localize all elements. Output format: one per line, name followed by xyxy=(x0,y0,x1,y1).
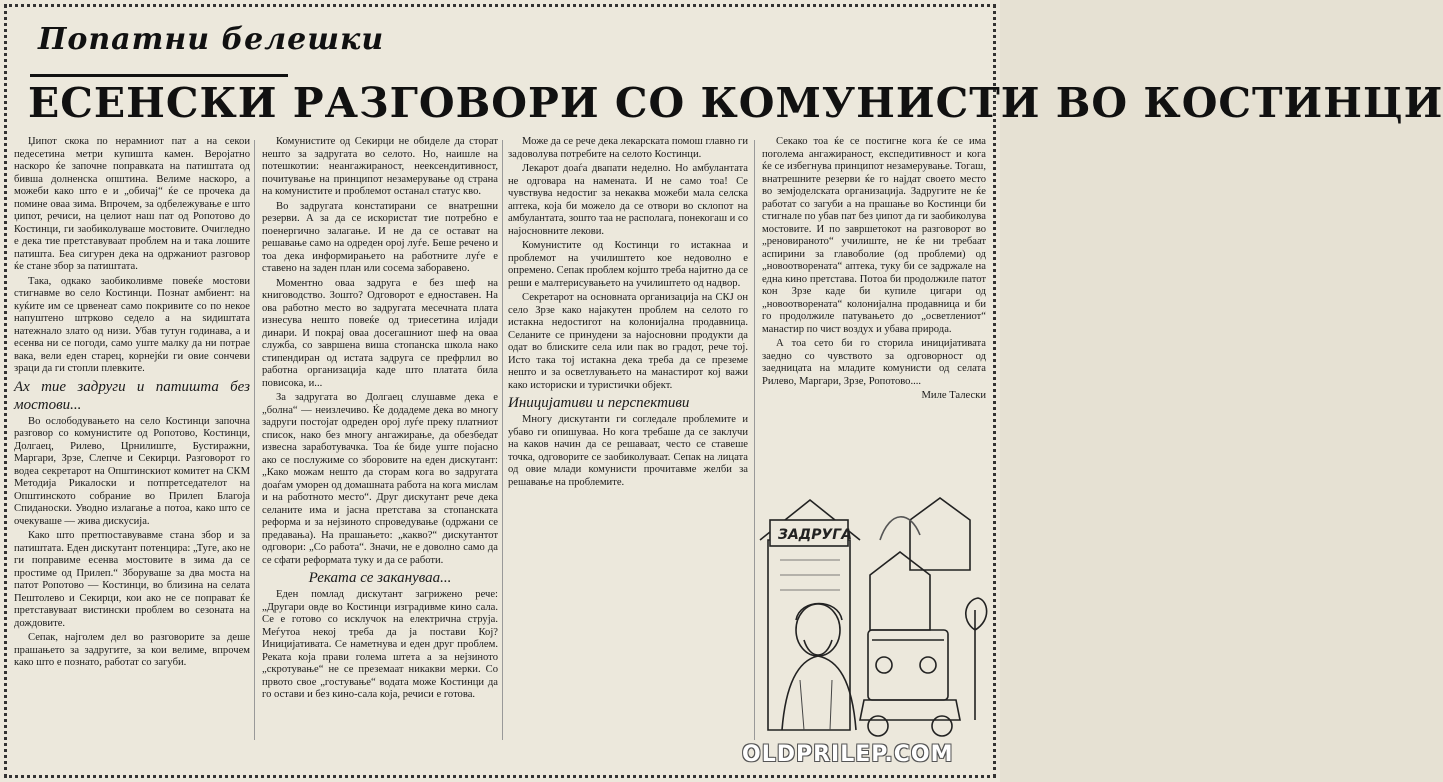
paragraph: Лекарот доаѓа двапати неделно. Но амбулантата не одговара на намената. И не само тоа! Се чувствува недостиг за некаква можеби мала селска аптека, која би можело да се отвори во склопот на амбулантата, зошто таа не располага, понекогаш и со најосновните лекови. xyxy=(508,163,748,237)
rubric-underline xyxy=(30,74,288,77)
paragraph: Сепак, најголем дел во разговорите за деше прашањето за задругите, за кои велиме, впрочем како што е познато, работат со загуби. xyxy=(14,632,250,668)
paragraph: Џипот скока по нерамниот пат а на секои педесетина метри купиштa камен. Веројатно наскоро ќе започне поправката на патиштата од бившa долненска општина. Велиме наскоро, а можеби како што е и „обичај“ ќе се прочека да помине оваа зима. Впрочем, за одбележување е што џипот, речиси, на целиот наш пат од Ропотово до Костинци, ги заобиколуваше мостовите. Очигледно е дека тие претставуваат проблем на и така лошите патишта. Беа сигурен дека на одржаниот разговор ќе стане збор за патиштата. xyxy=(14,136,250,272)
paragraph: Комунистите од Секирци не обиделе да сторат нешто за задругата во селото. Но, наишле на потешкотии: неангажираност, неексендитивност, почитување на принципот незамерување од страна на комунистите и проблемот останал статус кво. xyxy=(262,136,498,197)
paragraph: Во задругата констатирани се внатрешни резерви. А за да се искористат тие потребно е поенергично залагање. И не да се остават на решавање само на одреден орој луѓе. Беше речено и тоа дека информирањето на работните луѓе е ставено на заден план или сосема заборавено. xyxy=(262,200,498,274)
column-divider xyxy=(254,140,255,740)
site-watermark: OLDPRILEP.COM xyxy=(742,742,954,767)
paragraph: Така, одкако заобиколивме повеќе мостови стигнавме во село Костинци. Познат амбиент: на куќите им се црвенеат само покривите со по некое напуштено штрково седело а на ѕидиштата натежнало злато од низи. Убав тутун годинава, а и есенва ни се погоди, само уште малку да ни потрае вака, вели еден старец, корнејќи ги овие сончеви зраци да ги стопли плевките. xyxy=(14,275,250,374)
paragraph: Многу дискутанти ги согледале проблемите и убаво ги опишуваа. Но кога требаше да се заклучи на каков начин да се решаваат, често се ставеше точка, одговорите се заобиколуваат. Сепак на лицата од овие млади комунисти прочитавме желби за решавање на проблемите. xyxy=(508,414,748,488)
subheading-cooperatives: Реката се закануваa... xyxy=(308,570,452,586)
article-headline: ЕСЕНСКИ РАЗГОВОРИ СО КОМУНИСТИ ВО КОСТИНЦИ xyxy=(28,79,1443,127)
paragraph: Во ослободувањето на село Костинци започна разговор со комунистите од Ропотово, Костинци, Долгаец, Рилево, Црнилиште, Бустиражни, Маргари, Зрзе, Слепче и Секирци. Разговорот го водеа секретарот на Општинскиот комитет на СКМ Методија Рикалоски и потпретседателот на Општинското собрание во Прилеп Благоја Спиданоски. Уводно излагање а потоа, како што се очекуваше — жива дискусија. xyxy=(14,415,250,527)
column-divider xyxy=(754,140,755,740)
shop-sign-text: ЗАДРУГА xyxy=(778,527,853,543)
column-divider xyxy=(502,140,503,740)
paragraph: А тоа сето би го сторила иницијативата заедно со чувството за одговорност од заедницата на младите комунисти од селата Рилево, Маргари, Зрзе, Ропотово.... xyxy=(762,338,986,387)
paragraph: Моментно оваа задруга е без шеф на книговодство. Зошто? Одговорот е едноставен. На ова работно место во задругата месечната плата изнесува нешто повеќе од триесетина илјади динари. И покрај оваа досегашниот шеф на оваа служба, со завршена виша стопанска школа нако стипендиран од истата задруга се префрлил во работна организација каде што платата била повисока, и... xyxy=(262,277,498,389)
subheading-initiatives: Иницијативи и перспективи xyxy=(508,395,690,411)
article-column-1 xyxy=(14,136,250,756)
subheading-roads: Ах тие задруги и патишта без мостови... xyxy=(14,378,250,413)
paragraph: Секако тоа ќе се постигне кога ќе се има поголема ангажираност, експедитивност и кога ќе се избегнува принципот незамерување. Тогаш, внатрешните резерви ќе го најдат своето место во земјоделската организација. Задругите не ќе работат со загуби а на прашање во Костинци би стигнале по убав пат без џипот да ги заобиколува мостовите. И по завршетокот на разговорот во „реновираното“ училиште, не ќе ни требаат аспирини за главоболие (од проблеми) од „новоотворената“ аптека, туку би се задржале на една кино претставa. Потоа би продолжиле патот кон Зрзе каде би купиле цигари од „новоотворената“ колонијална продавница и би го продолжиле патувањето до „осветлениот“ манастир по чист воздух и убава природа. xyxy=(762,136,986,335)
article-column-3 xyxy=(508,136,748,756)
paragraph: Комунистите од Костинци го истакнаа и проблемот на училиштето кое недоволно е опремено. Сепак проблем којшто треба најитно да се реши е малтерисувањето на училиштето од надвор. xyxy=(508,240,748,289)
paragraph: За задругата во Долгаец слушавме дека е „болна“ — неизлечиво. Ќе додадеме дека во многу задруги постојат одреден орој луѓе преку платниот список, нако без многу ангажирање, да обезбедат извесна заработувачка. Тоа ќе биде уште појасно ако се послужиме со зборовите на еден дискутант: „Како можам нешто да сторам кога во задругата доаѓам уморен од домашната работа на кога мислам и на работното место“. Друг дискутант рече дека селаните има и јасна претстава за стопанската реформа и за нејзиното спроведување (одржани се предавања). На прашањето: „какво?“ дискутантот одговори: „Со работа“. Значи, не е доволно само да се сфати реформата туку и да се работи. xyxy=(262,392,498,566)
cartoon-illustration xyxy=(760,480,992,742)
author-signature: Миле Талески xyxy=(921,390,986,401)
paragraph: Еден помлад дискутант загрижено рече: „Другари овде во Костинци изградивме кино сала. Се е готово со исклучок на електрична струја. Меѓутоа некој треба да ја постави Кој? Иницијативата. Се наметнува и еден друг проблем. Реката која прави голема штета а за нејзиното „скротување“ не се преземаат никакви мерки. Со првото свое „гостување“ водата може Костинци да го остави и без кино-сала која, речиси е готова. xyxy=(262,589,498,700)
section-rubric: Попатни белешки xyxy=(38,22,385,57)
paragraph: Секретарот на основната организација на СКЈ он село Зрзе како најакутен проблем на селото го истакна недостигот на колонијална продавница. Селаните се принудени за најосновни продукти да одат во блиските села или пак во градот, рече тој. Исто така тој истакна дека треба да се преземе нешто и за осветлувањето на манастирот кој важи како историски и туристички објект. xyxy=(508,292,748,391)
article-column-4 xyxy=(762,136,986,476)
article-column-2 xyxy=(262,136,498,756)
paragraph: Може да се рече дека лекарската помош главно ги задоволува потребите на селото Костинци. xyxy=(508,136,748,160)
paragraph: Како што претпоставувавме стана збор и за патиштата. Еден дискутант потенцира: „Туге, ако не ги поправиме есенва мостовите в зима да се простиме од Прилеп.“ Зборуваше за два моста на патот Ропотово — Костинци, во близина на селата Пештолево и Секирци, кои ако не се поправат ќе претставуваат вистински проблем во сезоната на дождовите. xyxy=(14,530,250,629)
